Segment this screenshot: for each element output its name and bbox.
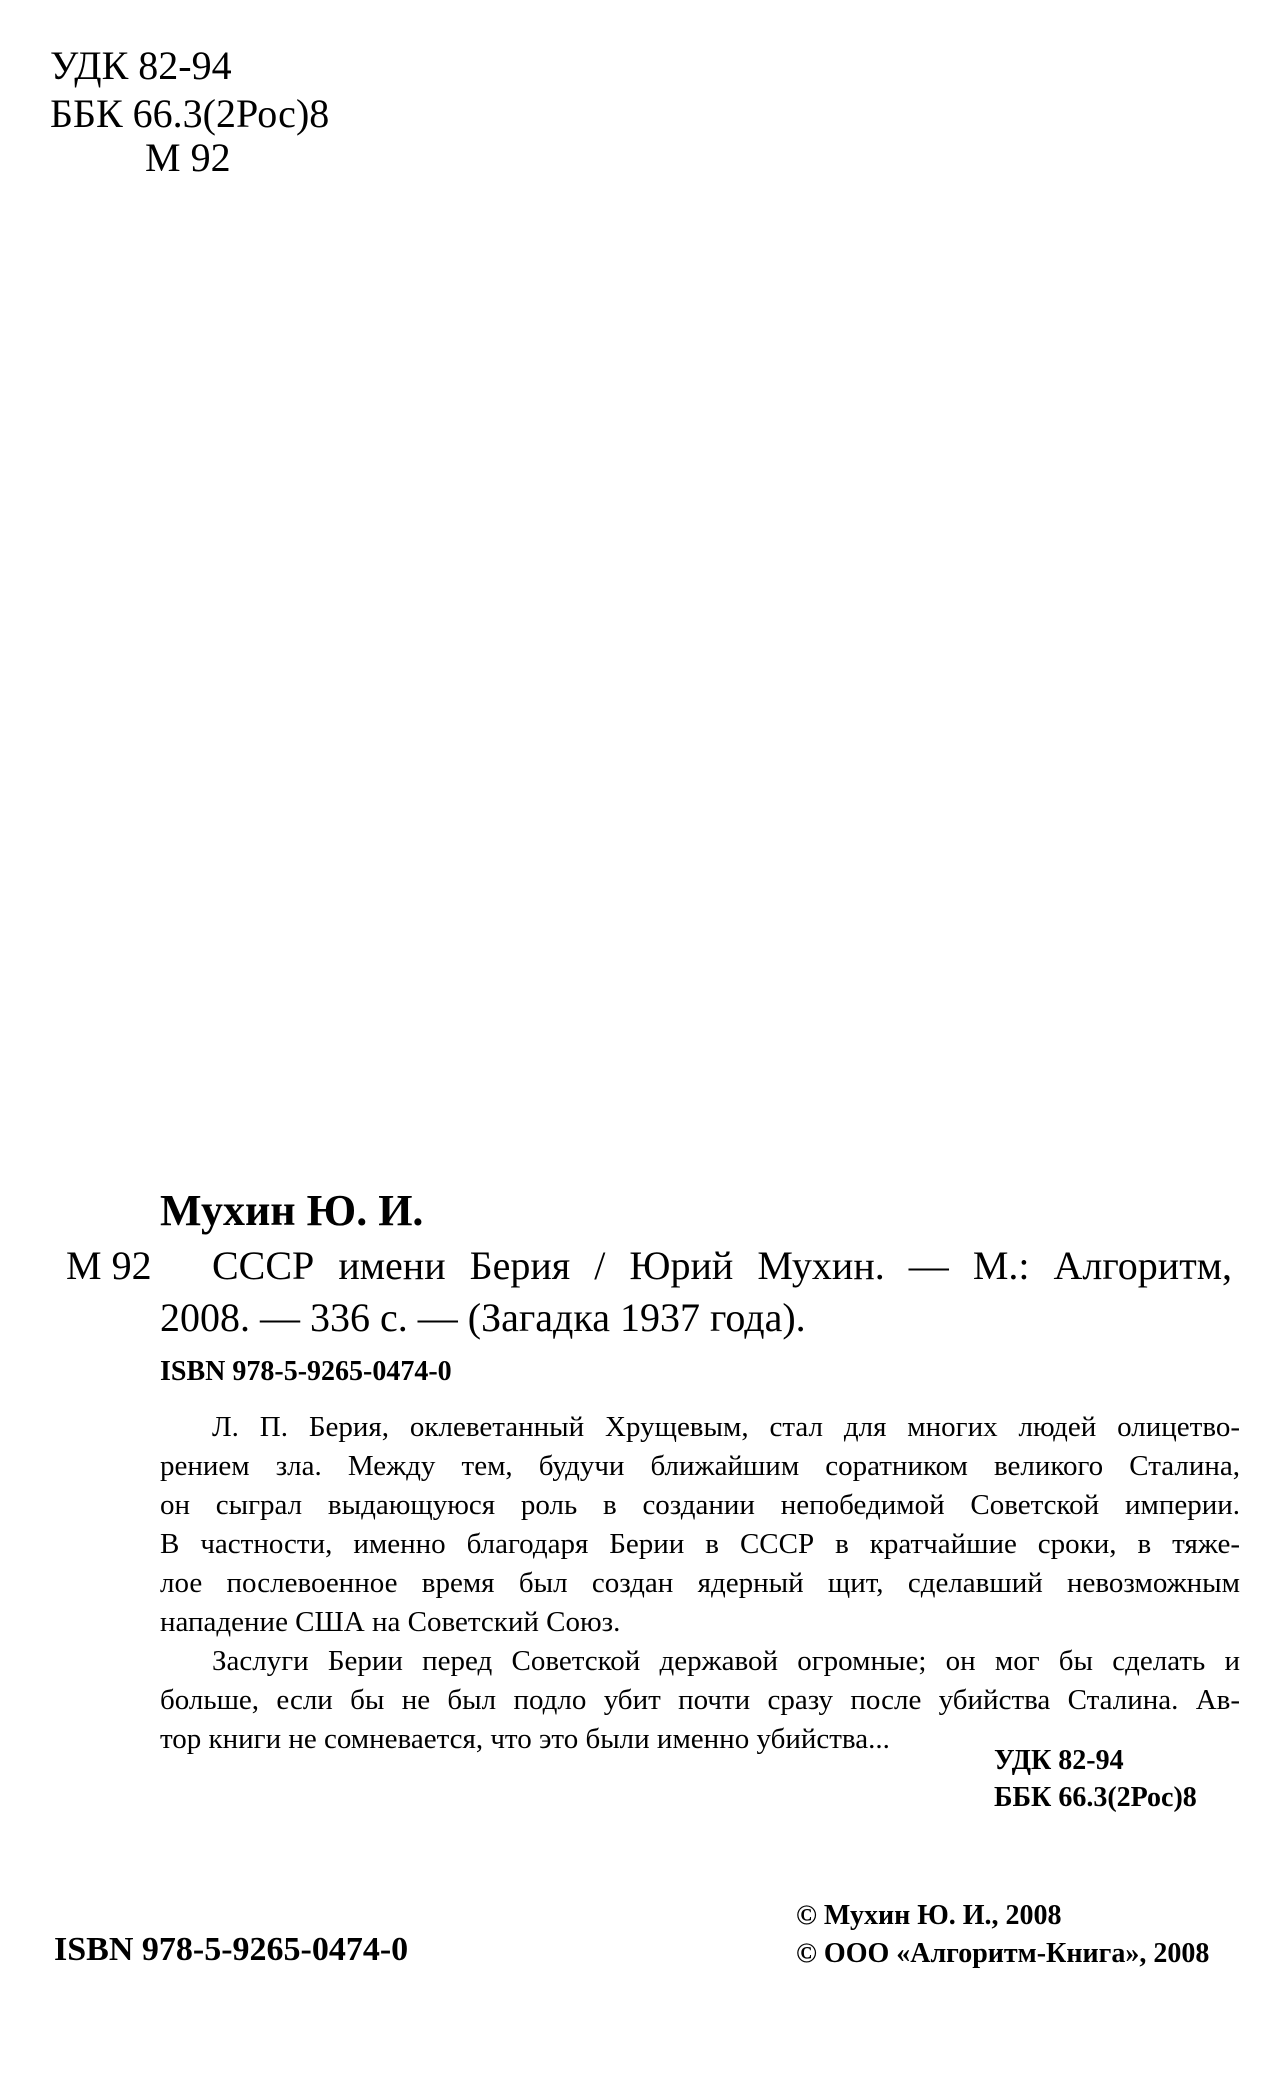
title-line-2: 2008. — 336 с. — (Загадка 1937 года).	[160, 1295, 806, 1340]
copyright-publisher: © ООО «Алгоритм-Книга», 2008	[796, 1938, 1210, 1969]
annotation-line: рением зла. Между тем, будучи ближайшим соратником великого Сталина,	[160, 1450, 1240, 1482]
annotation-line: В частности, именно благодаря Берии в СССР в кратчайшие сроки, в тяже-	[160, 1528, 1240, 1560]
author-mark: М 92	[66, 1243, 152, 1288]
annotation-line: тор книги не сомневается, что это были именно убийства...	[160, 1723, 890, 1755]
isbn-record: ISBN 978-5-9265-0474-0	[160, 1356, 452, 1387]
annotation-line: лое послевоенное время был создан ядерный щит, сделавший невозможным	[160, 1567, 1240, 1599]
title-line-1: СССР имени Берия / Юрий Мухин. — М.: Алгоритм,	[212, 1243, 1232, 1288]
author-mark-top: М 92	[145, 135, 231, 180]
udk-code-top: УДК 82-94	[50, 43, 232, 88]
copyright-author: © Мухин Ю. И., 2008	[796, 1900, 1062, 1931]
annotation-line: Л. П. Берия, оклеветанный Хрущевым, стал для многих людей олицетво-	[212, 1411, 1240, 1443]
annotation-line: Заслуги Берии перед Советской державой огромные; он мог бы сделать и	[212, 1645, 1240, 1677]
bbk-code-top: ББК 66.3(2Рос)8	[50, 91, 330, 136]
isbn-footer: ISBN 978-5-9265-0474-0	[54, 1931, 409, 1968]
author-name: Мухин Ю. И.	[160, 1186, 424, 1235]
bibliographic-title	[160, 1240, 1232, 1344]
annotation-line: он сыграл выдающуюся роль в создании непобедимой Советской империи.	[160, 1489, 1240, 1521]
annotation	[160, 1408, 1240, 1759]
bbk-code-bottom: ББК 66.3(2Рос)8	[994, 1782, 1197, 1813]
annotation-line: больше, если бы не был подло убит почти сразу после убийства Сталина. Ав-	[160, 1684, 1240, 1716]
annotation-line: нападение США на Советский Союз.	[160, 1606, 621, 1638]
udk-code-bottom: УДК 82-94	[994, 1745, 1124, 1776]
